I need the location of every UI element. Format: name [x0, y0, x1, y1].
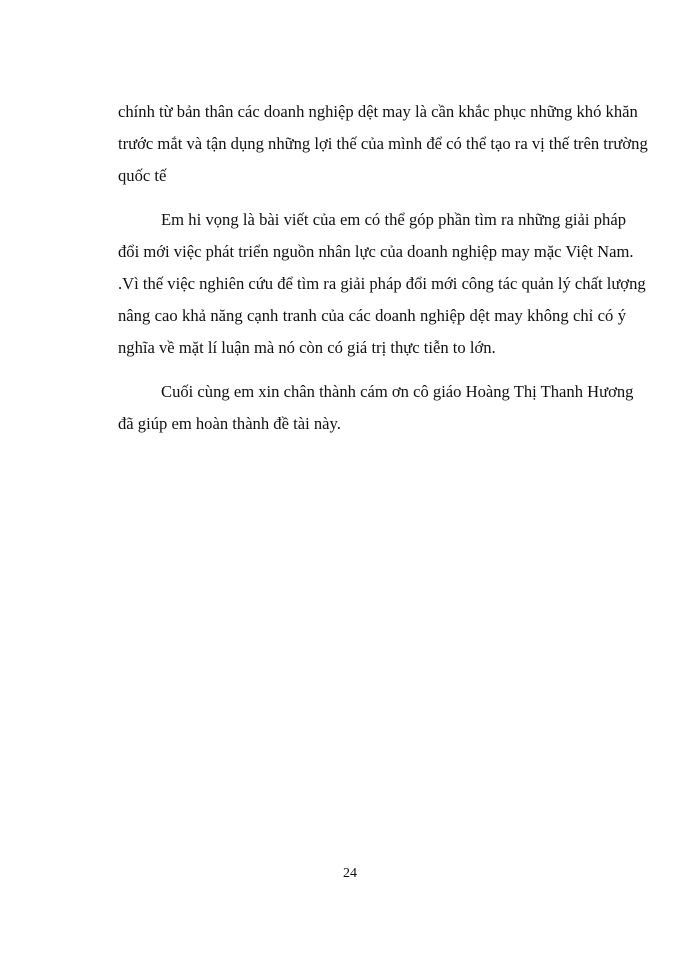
paragraph-hope — [118, 204, 646, 364]
text-line: nâng cao khả năng cạnh tranh của các doanh nghiệp dệt may không chỉ có ý — [118, 306, 626, 325]
text-line: quốc tế — [118, 166, 167, 185]
text-line: trước mắt và tận dụng những lợi thế của mình để có thể tạo ra vị thế trên trường — [118, 134, 648, 153]
text-line: Em hi vọng là bài viết của em có thể góp phần tìm ra những giải pháp — [161, 210, 626, 229]
paragraph-intro-continuation — [118, 96, 648, 192]
text-line: nghĩa về mặt lí luận mà nó còn có giá trị thực tiễn to lớn. — [118, 338, 496, 357]
text-line: đã giúp em hoàn thành đề tài này. — [118, 414, 341, 433]
text-line: đổi mới việc phát triển nguồn nhân lực của doanh nghiệp may mặc Việt Nam. — [118, 242, 634, 261]
text-line: Cuối cùng em xin chân thành cám ơn cô giáo Hoàng Thị Thanh Hương — [161, 382, 634, 401]
document-body — [118, 96, 648, 452]
text-line: .Vì thế việc nghiên cứu để tìm ra giải pháp đổi mới công tác quản lý chất lượng — [118, 274, 646, 293]
page-number: 24 — [343, 866, 357, 881]
paragraph-acknowledgement — [118, 376, 634, 440]
text-line: chính từ bản thân các doanh nghiệp dệt may là cần khắc phục những khó khăn — [118, 102, 638, 121]
